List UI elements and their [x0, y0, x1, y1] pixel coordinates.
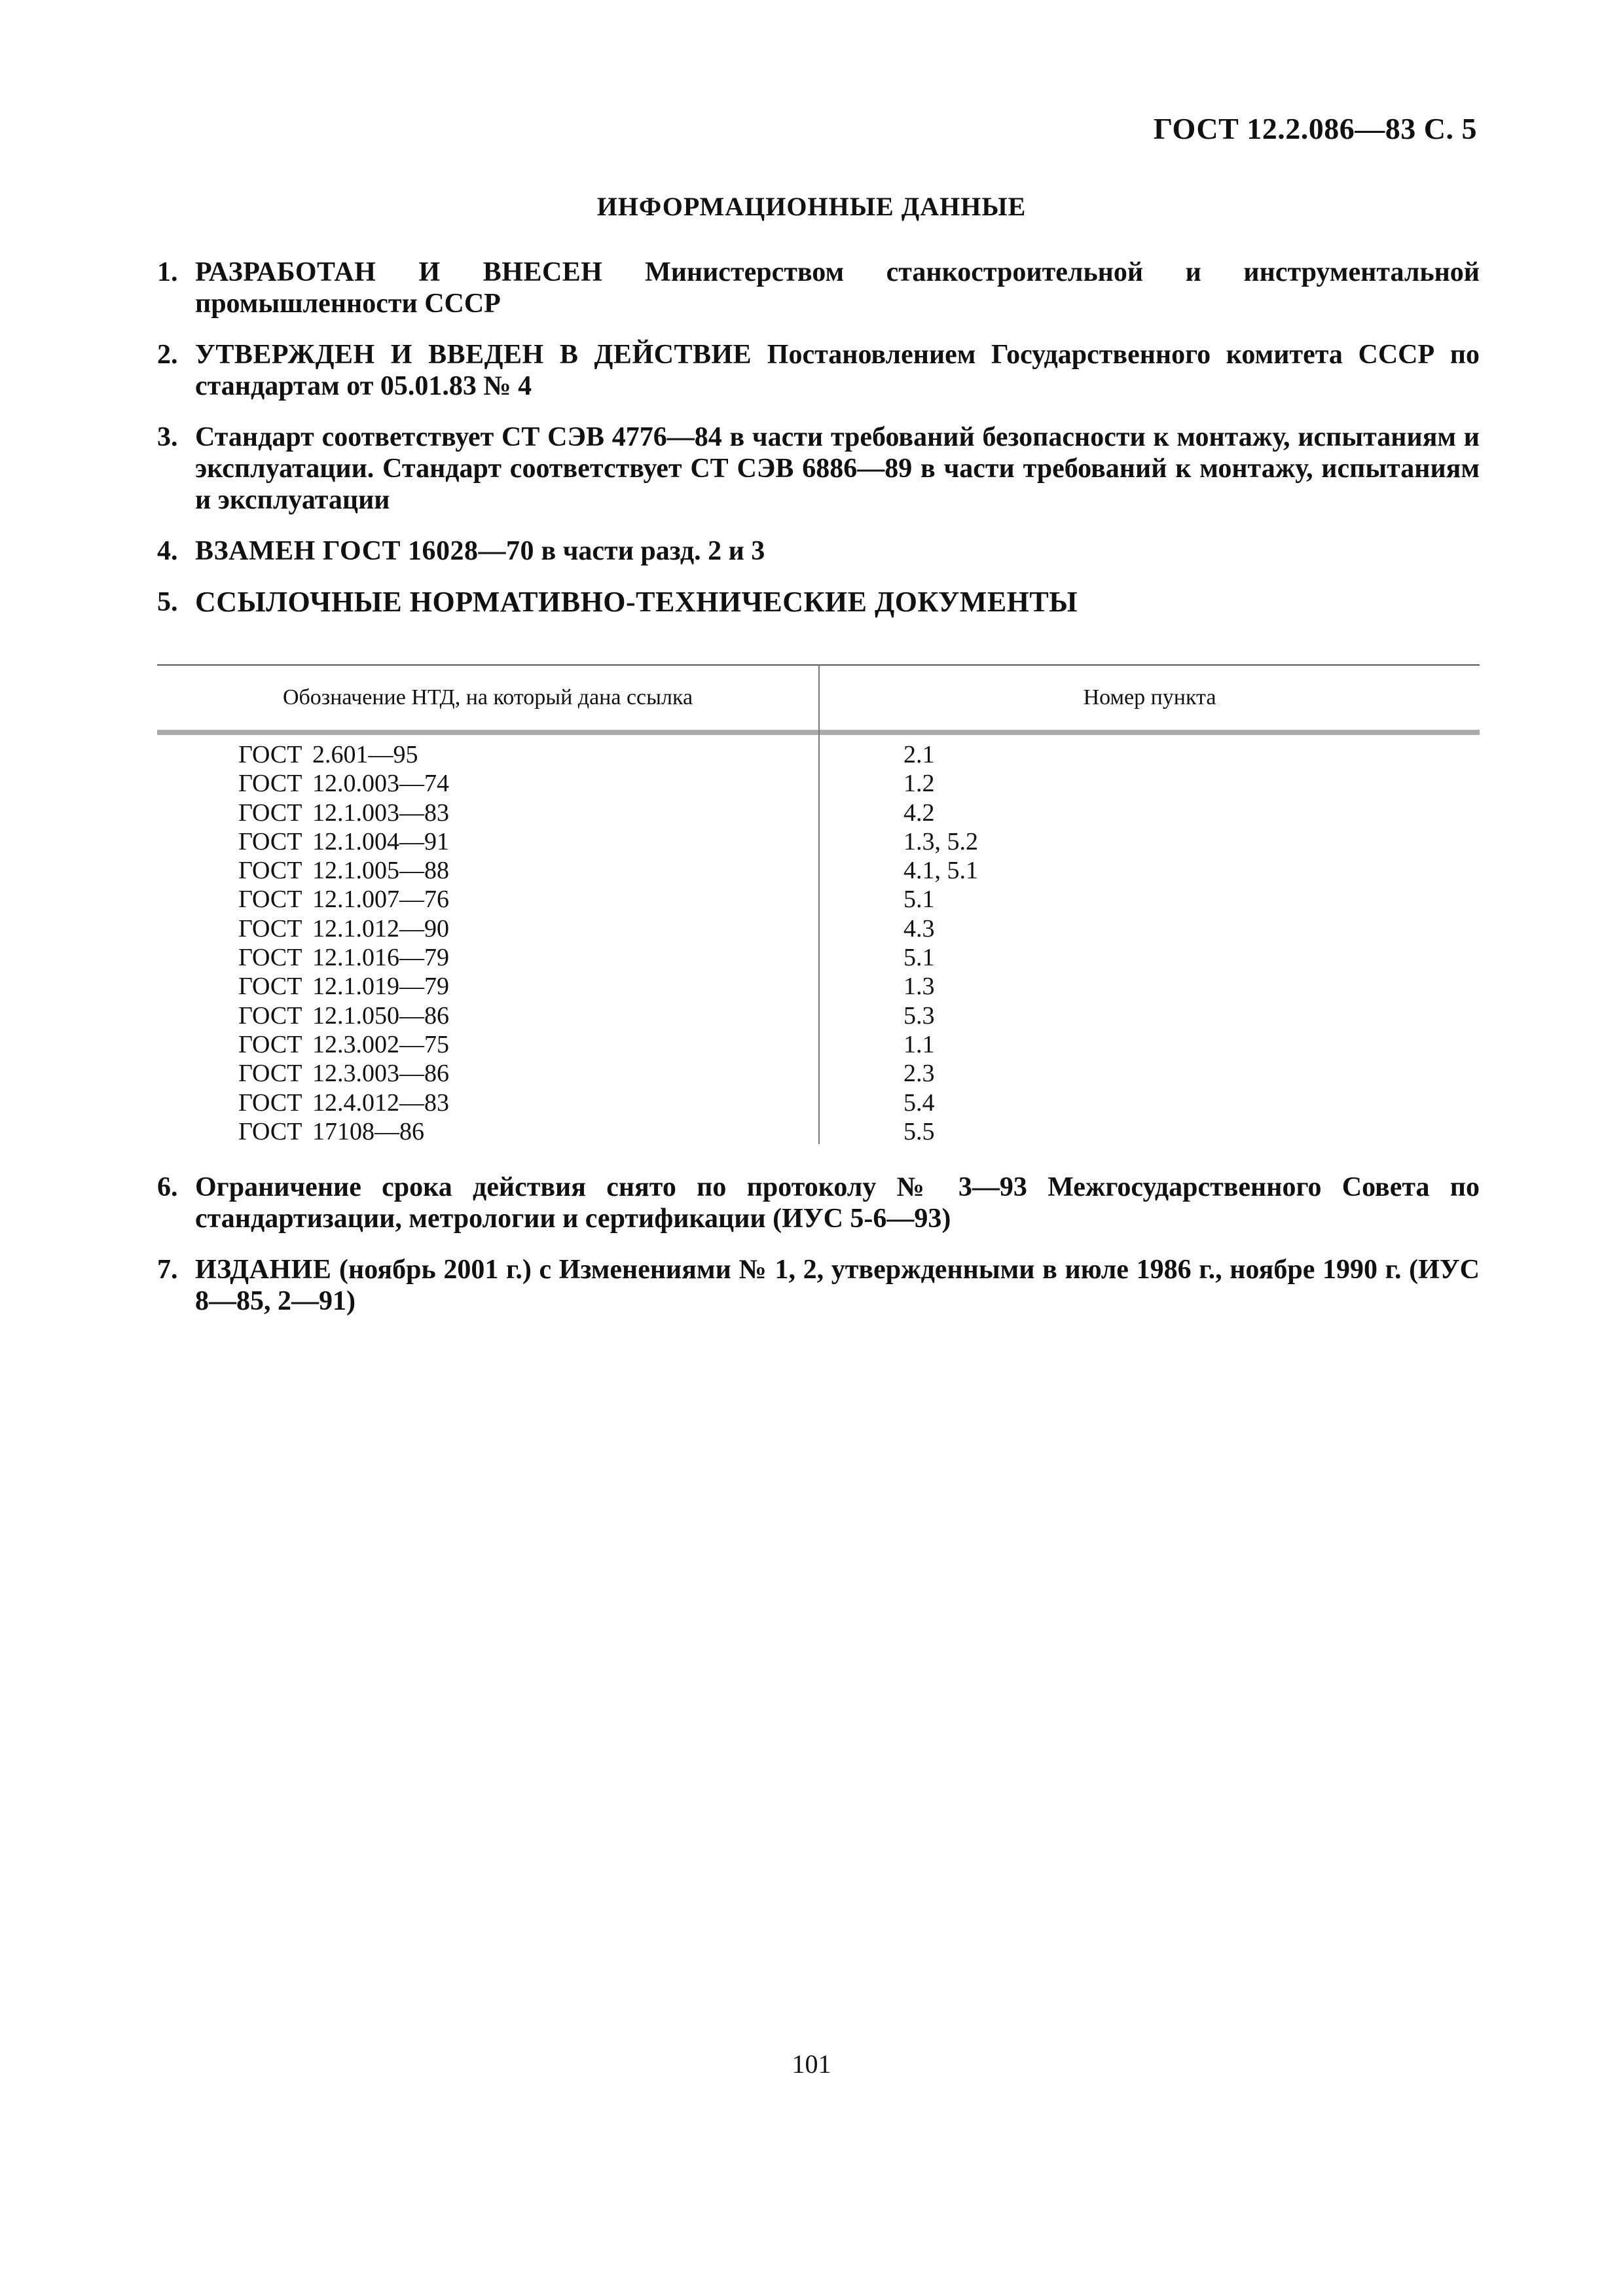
item-lead: ССЫЛОЧНЫЕ НОРМАТИВНО-ТЕХНИЧЕСКИЕ ДОКУМЕНТЫ	[195, 586, 1078, 618]
item-body: (ноябрь 2001 г.) с Изменениями № 1, 2, утвержденными в июле 1986 г., ноябре 1990 г. (ИУС 8—85, 2—91)	[195, 1255, 1480, 1316]
document-cell: ГОСТ 12.1.003—83	[238, 798, 449, 827]
point-cell: 4.1, 5.1	[903, 857, 978, 885]
document-cell: ГОСТ 17108—86	[238, 1117, 424, 1145]
item-text	[195, 535, 1480, 567]
table-row	[157, 856, 1480, 885]
item-text	[195, 339, 1480, 402]
table-row	[157, 1088, 1480, 1117]
info-item	[157, 257, 1480, 319]
document-cell: ГОСТ 12.4.012—83	[238, 1088, 449, 1117]
item-text: Ограничение срока действия снято по протоколу № 3—93 Межгосударственного Совета по стандартизации, метрологии и сертификации (ИУС 5-6—93)	[195, 1172, 1480, 1234]
table-row	[157, 769, 1480, 798]
point-cell: 5.4	[903, 1088, 935, 1117]
point-cell: 1.3, 5.2	[903, 827, 978, 855]
item-number: 2.	[157, 340, 178, 370]
table-row	[157, 943, 1480, 972]
item-body: Постановлением Государственного комитета СССР по стандартам от 05.01.83 № 4	[195, 340, 1480, 401]
document-cell: ГОСТ 12.1.005—88	[238, 857, 449, 885]
info-item	[157, 586, 1480, 618]
info-items	[157, 257, 1480, 637]
point-cell: 1.1	[903, 1030, 935, 1058]
item-text	[195, 586, 1480, 618]
item-body: в части разд. 2 и 3	[534, 536, 765, 566]
table-row	[157, 1030, 1480, 1059]
point-cell: 5.1	[903, 944, 935, 972]
point-cell: 2.3	[903, 1060, 935, 1088]
table-row	[157, 1117, 1480, 1146]
item-lead: УТВЕРЖДЕН И ВВЕДЕН В ДЕЙСТВИЕ	[195, 340, 752, 370]
table-row	[157, 740, 1480, 769]
item-lead: ВЗАМЕН ГОСТ 16028—70	[195, 536, 535, 566]
table-header-point: Номер пункта	[1083, 685, 1216, 709]
document-cell: ГОСТ 12.1.050—86	[238, 1001, 449, 1030]
item-text	[195, 1254, 1480, 1317]
document-cell: ГОСТ 12.1.007—76	[238, 886, 449, 914]
point-cell: 2.1	[903, 741, 935, 768]
point-cell: 4.2	[903, 798, 935, 827]
table-row	[157, 972, 1480, 1001]
table-row	[157, 914, 1480, 943]
info-items-continued	[157, 1172, 1480, 1336]
item-body: Стандарт соответствует СТ СЭВ 4776—84 в части требований безопасности к монтажу, испытаниям и эксплуатации. Стандарт соответствует СТ СЭВ 6886—89 в части требований к монтажу, испытаниям и эксплуатации	[195, 422, 1480, 515]
item-text	[195, 257, 1480, 319]
document-cell: ГОСТ 2.601—95	[238, 741, 418, 768]
page-number: 101	[792, 2049, 831, 2079]
info-item	[157, 339, 1480, 402]
info-item	[157, 535, 1480, 567]
page-header: ГОСТ 12.2.086—83 С. 5	[1153, 112, 1477, 145]
item-number: 5.	[157, 587, 178, 617]
point-cell: 5.1	[903, 886, 935, 914]
item-number: 6.	[157, 1172, 178, 1202]
info-item	[157, 1172, 1480, 1234]
document-cell: ГОСТ 12.3.003—86	[238, 1060, 449, 1088]
point-cell: 5.3	[903, 1001, 935, 1030]
table-row	[157, 1001, 1480, 1030]
table-row	[157, 1059, 1480, 1088]
table-row	[157, 798, 1480, 827]
info-item	[157, 422, 1480, 516]
point-cell: 1.2	[903, 770, 935, 798]
item-number: 7.	[157, 1255, 178, 1285]
document-cell: ГОСТ 12.0.003—74	[238, 770, 449, 798]
table-row	[157, 827, 1480, 856]
info-item	[157, 1254, 1480, 1317]
document-cell: ГОСТ 12.3.002—75	[238, 1030, 449, 1058]
item-text	[195, 422, 1480, 516]
document-cell: ГОСТ 12.1.019—79	[238, 973, 449, 1001]
document-cell: ГОСТ 12.1.016—79	[238, 944, 449, 972]
item-number: 4.	[157, 536, 178, 566]
table-row	[157, 885, 1480, 914]
point-cell: 4.3	[903, 914, 935, 942]
document-cell: ГОСТ 12.1.012—90	[238, 914, 449, 942]
section-title: ИНФОРМАЦИОННЫЕ ДАННЫЕ	[596, 192, 1027, 221]
item-body: Министерством станкостроительной и инструментальной промышленности СССР	[195, 257, 1480, 319]
point-cell: 5.5	[903, 1117, 935, 1145]
document-cell: ГОСТ 12.1.004—91	[238, 827, 449, 855]
item-lead: ИЗДАНИЕ	[195, 1255, 332, 1285]
item-lead: РАЗРАБОТАН И ВНЕСЕН	[195, 257, 603, 287]
table-header-document: Обозначение НТД, на который дана ссылка	[282, 685, 693, 709]
point-cell: 1.3	[903, 973, 935, 1001]
reference-documents-table	[157, 664, 1480, 1144]
item-number: 1.	[157, 257, 178, 287]
table-body	[157, 740, 1480, 1146]
item-number: 3.	[157, 422, 178, 452]
